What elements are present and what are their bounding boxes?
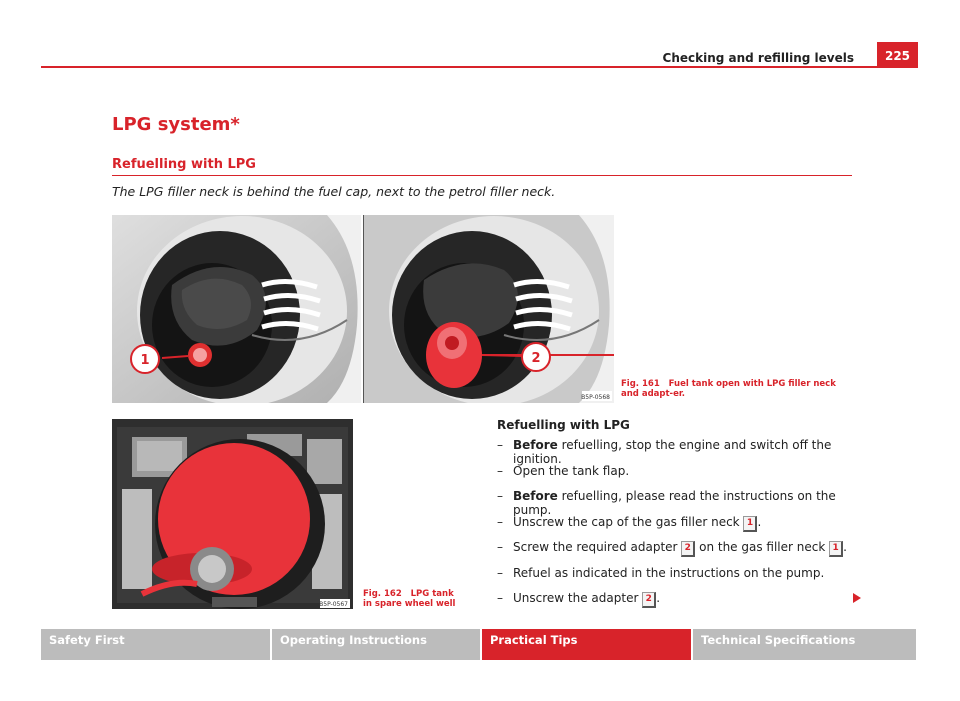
- tab-technical-specifications[interactable]: Technical Specifications: [693, 629, 916, 660]
- step-text: Refuel as indicated in the instructions on the pump.: [513, 565, 825, 580]
- running-header-title: Checking and refilling levels: [662, 51, 854, 65]
- tab-safety-first[interactable]: Safety First: [41, 629, 270, 660]
- figure1-caption-text: Fuel tank open with LPG filler neck and adapt-er.: [621, 379, 836, 399]
- tab-operating-instructions[interactable]: Operating Instructions: [272, 629, 480, 660]
- list-item: – Refuel as indicated in the instructions on the pump.: [497, 565, 825, 580]
- step-text-end: .: [843, 540, 847, 554]
- callout-ref-badge: 1: [829, 541, 843, 557]
- callout-1-label: 1: [140, 353, 150, 368]
- figure-lpg-tank-spare-wheel-well: [112, 419, 353, 609]
- page-number: 225: [877, 42, 918, 68]
- step-text-end: .: [656, 591, 661, 605]
- figure2-caption-text: LPG tank in spare wheel well: [363, 589, 456, 609]
- step-text: Unscrew the adapter: [513, 591, 643, 605]
- refuelling-steps: [497, 418, 862, 617]
- list-item: – Unscrew the adapter 2 .: [497, 591, 862, 617]
- step-emphasis: Before: [513, 438, 558, 452]
- list-item: – Open the tank flap.: [497, 463, 630, 478]
- step-text: Open the tank flap.: [513, 463, 630, 478]
- figure1-caption: [621, 379, 856, 399]
- steps-heading: Refuelling with LPG: [497, 418, 630, 432]
- callout-ref-badge: 2: [681, 541, 695, 557]
- tab-practical-tips[interactable]: Practical Tips: [482, 629, 691, 660]
- callout-ref-badge: 1: [743, 516, 757, 532]
- step-text: refuelling, stop the engine and switch off the ignition.: [513, 438, 832, 466]
- footer-chapter-tabs: [41, 629, 918, 660]
- step-text: Unscrew the cap of the gas filler neck: [513, 514, 744, 529]
- list-item: – Unscrew the cap of the gas filler neck 1 .: [497, 515, 862, 541]
- list-item: – Screw the required adapter 2 on the gas filler neck 1 .: [497, 540, 862, 566]
- list-item: – Before refuelling, stop the engine and switch off the ignition.: [497, 438, 832, 466]
- figure-fuel-tank-flap: [112, 215, 614, 403]
- step-text-mid: on the gas filler neck: [695, 540, 830, 554]
- callout-ref-badge: 2: [642, 592, 656, 608]
- figure2-caption: [363, 589, 458, 609]
- step-text: Screw the required adapter: [513, 540, 682, 554]
- figure1-code: B5P-0568: [581, 394, 610, 401]
- intro-text: The LPG filler neck is behind the fuel cap, next to the petrol filler neck.: [112, 184, 556, 199]
- figure2-code: B5P-0567: [319, 601, 348, 608]
- subsection-rule: [112, 175, 852, 176]
- subsection-title: Refuelling with LPG: [112, 157, 256, 172]
- list-item: – Before refuelling, please read the instructions on the pump.: [497, 489, 836, 517]
- section-title: LPG system*: [112, 114, 240, 135]
- step-text: refuelling, please read the instructions on the pump.: [513, 489, 836, 517]
- header-rule: [41, 66, 877, 68]
- figure1-caption-label: Fig. 161: [621, 379, 660, 389]
- figure2-caption-label: Fig. 162: [363, 589, 402, 599]
- continue-arrow-icon: [853, 593, 861, 603]
- step-text-end: .: [757, 514, 762, 529]
- steps-list: [497, 438, 862, 617]
- step-emphasis: Before: [513, 489, 558, 503]
- callout-2-label: 2: [531, 351, 541, 366]
